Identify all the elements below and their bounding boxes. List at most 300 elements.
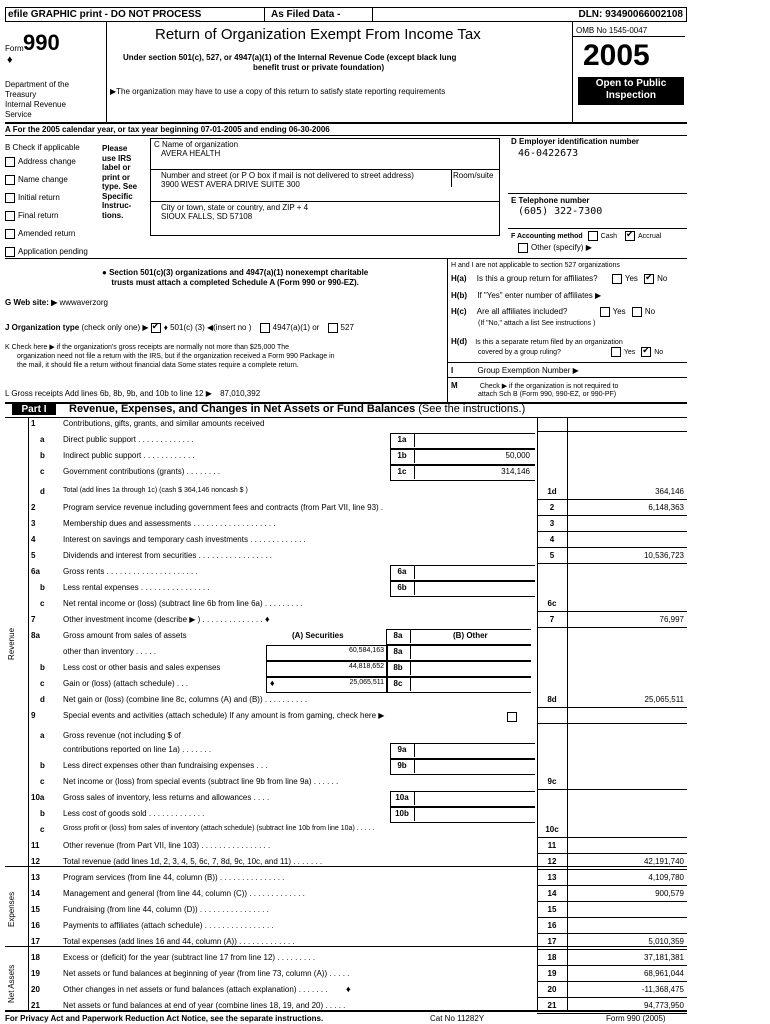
part1-see: (See the instructions.) [418, 403, 526, 415]
line-desc: Gross revenue (not including $ of [63, 731, 181, 740]
line-amount[interactable]: 94,773,950 [643, 1001, 684, 1010]
form-icon: ♦ [7, 54, 13, 66]
line-desc: Dividends and interest from securities . . . . . . . . . . . . . . . . . [63, 551, 272, 560]
cb-initial-return[interactable] [5, 193, 60, 203]
line-box-frame [390, 759, 535, 775]
line-rule [537, 547, 687, 548]
line-box-divider [410, 661, 411, 675]
line-desc: Less rental expenses . . . . . . . . . . . . . . . . [63, 583, 210, 592]
room-label: Room/suite [453, 171, 494, 180]
line-col-label: 2 [549, 503, 555, 512]
line-sub: a [40, 435, 45, 444]
part1-badge [12, 404, 56, 415]
line-col-label: 10c [545, 825, 559, 834]
line-box-amount[interactable]: 60,584,163 [348, 647, 384, 654]
form-subtitle-2: benefit trust or private foundation) [253, 63, 385, 72]
omb-number: OMB No 1545-0047 [576, 26, 648, 35]
section-a: A For the 2005 calendar year, or tax year beginning 07-01-2005 and ending 06-30-2006 [5, 125, 330, 134]
org-type-opt1: 501(c) (3) ◀(insert no ) [170, 323, 252, 333]
line-box-label: 1b [397, 451, 407, 460]
dept-line4: Service [5, 110, 32, 119]
line-box-divider [414, 581, 415, 595]
line-rule [537, 723, 687, 724]
m-row [451, 381, 618, 390]
filed-label: As Filed Data - [271, 9, 341, 20]
line-box-divider [410, 645, 411, 659]
org-name-label: C Name of organization [154, 140, 239, 149]
hd-row [451, 337, 623, 346]
line-col-label: 8d [547, 695, 557, 704]
cb-final-return-label: Final return [18, 211, 59, 221]
part1-title-row [69, 403, 525, 415]
cb-application-pending-label: Application pending [18, 247, 88, 257]
line-desc: Management and general (from line 44, column (C)) . . . . . . . . . . . . . [63, 889, 305, 898]
hb-label: H(b) [451, 291, 467, 300]
line-desc: Government contributions (grants) . . . . . . . . [63, 467, 220, 476]
state-note: ▶The organization may have to use a copy of this return to satisfy state reporting requirements [110, 87, 446, 96]
line-box-label: 8c [393, 679, 403, 688]
line-box-amount[interactable]: 314,146 [501, 467, 530, 476]
line-number: 4 [31, 535, 36, 544]
k-line2: organization need not file a return with the IRS, but if the organization received a Form 990 Package in [17, 353, 335, 360]
line-amount[interactable]: 6,148,363 [648, 503, 684, 512]
line-sub: c [40, 599, 45, 608]
line-amount[interactable]: 42,191,740 [643, 857, 684, 866]
line-desc: Direct public support . . . . . . . . . . . . . [63, 435, 194, 444]
h-note: H and I are not applicable to section 527 organizations [451, 262, 620, 269]
notice-bullet: ● [102, 268, 110, 277]
org-type-527-checkbox[interactable] [328, 323, 338, 333]
ha-label: H(a) [451, 274, 467, 284]
hd-yes: Yes [623, 348, 636, 356]
line-sub: c [40, 777, 45, 786]
explanation-icon: ♦ [346, 984, 351, 994]
line-box-label: 1c [397, 467, 407, 476]
part1-title: Revenue, Expenses, and Changes in Net Assets or Fund Balances [69, 403, 416, 415]
ha-row [451, 274, 667, 284]
efile-label: efile GRAPHIC print - DO NOT PROCESS [8, 9, 202, 20]
i-text: Group Exemption Number [477, 366, 571, 375]
line-sub: b [40, 761, 45, 770]
cb-amended-return-label: Amended return [18, 229, 76, 239]
line-box-label: 10b [395, 809, 409, 818]
notice-line2: trusts must attach a completed Schedule A (Form 990 or 990-EZ). [111, 278, 359, 287]
please-7: Instruc- [102, 201, 132, 210]
line-number: 6a [31, 567, 40, 576]
line-number: 10a [31, 793, 45, 802]
ein-label: D Employer identification number [511, 137, 640, 146]
line-col-label: 4 [549, 535, 555, 544]
line-sub: b [40, 451, 45, 460]
line-desc: Membership dues and assessments . . . . . . . . . . . . . . . . . . . [63, 519, 276, 528]
org-street[interactable]: 3900 WEST AVERA DRIVE SUITE 300 [161, 180, 300, 189]
line-box-frame [390, 433, 535, 449]
line-desc: Program service revenue including government fees and contracts (from Part VII, line 93) . [63, 503, 384, 512]
line-box-frame [386, 677, 531, 693]
org-box [150, 138, 500, 236]
org-name[interactable]: AVERA HEALTH [161, 149, 221, 158]
line-rule [537, 707, 687, 708]
please-8: tions. [102, 210, 124, 220]
line-amount[interactable]: 10,536,723 [643, 551, 684, 560]
please-5: type. See [102, 182, 138, 191]
org-type-label: J Organization type [5, 323, 80, 333]
line-rule [537, 997, 687, 998]
open-line2: Inspection [605, 90, 656, 101]
org-type-icon: ♦ [163, 323, 171, 333]
line-col-label: 19 [547, 969, 557, 978]
line-box-frame [386, 645, 531, 661]
line-col-label: 17 [547, 937, 557, 946]
line-box-frame [390, 807, 535, 823]
gaming-checkbox[interactable] [507, 712, 517, 722]
revenue-side-label: Revenue [7, 627, 16, 660]
line-sub: d [40, 487, 45, 496]
line-rule [537, 563, 687, 564]
line-desc: Excess or (deficit) for the year (subtract line 17 from line 12) . . . . . . . . . [63, 953, 316, 962]
accounting-method [511, 231, 661, 241]
line-number: 15 [31, 905, 40, 914]
hc-no-checkbox[interactable] [632, 307, 642, 317]
line-col-label: 20 [547, 985, 557, 994]
please-3: label or [102, 163, 131, 172]
cb-final-return[interactable] [5, 211, 58, 221]
securities-cell [266, 677, 388, 693]
line-col-label: 14 [547, 889, 557, 898]
line-rule [537, 515, 687, 516]
line-rule [537, 853, 687, 854]
org-city[interactable]: SIOUX FALLS, SD 57108 [161, 212, 253, 221]
line-col-label: 18 [547, 953, 557, 962]
net-assets-side-label: Net Assets [7, 964, 16, 1003]
cb-address-change[interactable] [5, 157, 76, 167]
line-amount[interactable]: 364,146 [655, 487, 684, 496]
line-number: 1 [31, 419, 36, 428]
line-number: 18 [31, 953, 40, 962]
line-desc: contributions reported on line 1a) . . . . . . . [63, 745, 212, 754]
line-box-frame [390, 791, 535, 807]
other-label: Other (specify) [531, 243, 584, 253]
form-subtitle-1: Under section 501(c), 527, or 4947(a)(1) of the Internal Revenue Code (except black lung [123, 53, 457, 62]
line-col-label: 7 [549, 615, 555, 624]
line-box-amount[interactable]: 25,065,511 [349, 679, 384, 686]
line-box-amount[interactable]: 44,818,652 [348, 663, 384, 670]
gross-receipts-value[interactable]: 87,010,392 [220, 389, 261, 398]
m-text2: attach Sch B (Form 990, 990-EZ, or 990-PF) [478, 391, 617, 398]
street-label: Number and street (or P O box if mail is not delivered to street address) [161, 171, 414, 180]
line-sub: b [40, 809, 45, 818]
line-desc: Net assets or fund balances at beginning of year (from line 73, column (A)) . . . . . [63, 969, 350, 978]
line-desc: Less direct expenses other than fundraising expenses . . . [63, 761, 268, 770]
line-amount[interactable]: 4,109,780 [648, 873, 684, 882]
hc-note: (If "No," attach a list See instructions ) [478, 320, 596, 327]
line-desc: Fundraising (from line 44, column (D)) . . . . . . . . . . . . . . . . [63, 905, 269, 914]
org-type-row [5, 323, 354, 333]
line-box-divider [410, 629, 411, 643]
line-desc: Net gain or (loss) (combine line 8c, columns (A) and (B)) . . . . . . . . . . [63, 695, 308, 704]
form-footer: Form 990 (2005) [606, 1014, 666, 1023]
line-desc: Gross sales of inventory, less returns and allowances . . . . [63, 793, 270, 802]
line-desc: other than inventory . . . . . [63, 647, 156, 656]
line-desc: Total (add lines 1a through 1c) (cash $ 364,146 noncash $ ) [63, 487, 248, 494]
line-col-label: 21 [547, 1001, 557, 1010]
form-title: Return of Organization Exempt From Income Tax [155, 26, 481, 43]
line-col-label: 5 [549, 551, 555, 560]
gross-receipts-text: L Gross receipts Add lines 6b, 8b, 9b, and 10b to line 12 ▶ [5, 389, 212, 398]
m-label: M [451, 381, 458, 390]
line-col-label: 12 [547, 857, 557, 866]
ha-yes: Yes [624, 274, 638, 284]
line-col-label: 15 [547, 905, 557, 914]
line-box-divider [414, 565, 415, 579]
cat-number: Cat No 11282Y [430, 1014, 485, 1023]
line-rule [537, 627, 687, 628]
line-number: 14 [31, 889, 40, 898]
hb-row: H(b) If "Yes" enter number of affiliates ▶ [451, 291, 602, 300]
open-to-public-box [578, 77, 684, 105]
line-sub: d [40, 695, 45, 704]
accrual-checkbox[interactable] [625, 231, 635, 241]
line-desc: Gross rents . . . . . . . . . . . . . . . . . . . . . [63, 567, 198, 576]
hd-no: No [654, 348, 664, 356]
line-box-divider [414, 743, 415, 757]
hc-no: No [644, 307, 656, 317]
line-box-divider [414, 759, 415, 773]
line-rule [537, 789, 687, 790]
k-line3: the mail, it should file a return without financial data Some states require a complete return. [17, 362, 299, 369]
line-box-label: 1a [397, 435, 407, 444]
line-number: 20 [31, 985, 40, 994]
line-box-divider [414, 791, 415, 805]
line-number: 9 [31, 711, 36, 720]
line-amount[interactable]: 900,579 [655, 889, 684, 898]
org-type-501c-checkbox[interactable] [151, 323, 161, 333]
line-number: 19 [31, 969, 40, 978]
hd-yes-checkbox[interactable] [611, 347, 621, 357]
line-desc: Net rental income or (loss) (subtract line 6b from line 6a) . . . . . . . . . [63, 599, 303, 608]
line-box-label: 9a [397, 745, 407, 754]
line-desc: Net assets or fund balances at end of year (combine lines 18, 19, and 20) . . . . . [63, 1001, 346, 1010]
i-row: I Group Exemption Number ▶ [451, 366, 579, 375]
line-box-label: 6a [397, 567, 407, 576]
k-line1: K Check here ▶ if the organization's gross receipts are normally not more than $25,000 The [5, 344, 290, 351]
cb-name-change-label: Name change [18, 175, 68, 185]
line-number: 13 [31, 873, 40, 882]
line-rule [537, 837, 687, 838]
hc-label: H(c) [451, 307, 467, 317]
k-block [5, 343, 335, 370]
hd-no-checkbox[interactable] [641, 347, 651, 357]
cb-amended-return[interactable] [5, 229, 75, 239]
line-sub: a [40, 731, 45, 740]
line-number: 3 [31, 519, 36, 528]
attach-icon: ♦ [270, 678, 275, 688]
state-note-text: The organization may have to use a copy of this return to satisfy state reporting requirements [116, 87, 446, 96]
line-sub: c [40, 825, 45, 834]
line-desc: Gain or (loss) (attach schedule) . . . [63, 679, 188, 688]
line-desc: Less cost or other basis and sales expenses [63, 663, 221, 672]
line-desc: Special events and activities (attach schedule) If any amount is from gaming, check here ▶ [63, 711, 385, 720]
line-box-frame [390, 743, 535, 759]
website-value[interactable]: wwwaverzorg [59, 298, 108, 307]
line-col-label: 16 [547, 921, 557, 930]
line-rule [537, 531, 687, 532]
line-number: 5 [31, 551, 36, 560]
line-box-frame [390, 565, 535, 581]
cb-address-change-label: Address change [18, 157, 76, 167]
hc-yes-checkbox[interactable] [600, 307, 610, 317]
ha-no-checkbox[interactable] [644, 274, 654, 284]
line-box-label: 8a [393, 647, 403, 656]
cb-application-pending[interactable] [5, 247, 88, 257]
line-number: 21 [31, 1001, 40, 1010]
ha-text: Is this a group return for affiliates? [476, 274, 598, 284]
gross-receipts-row [5, 389, 260, 398]
line-sub: b [40, 663, 45, 672]
cash-checkbox[interactable] [588, 231, 598, 241]
ha-no: No [657, 274, 668, 284]
line-rule [537, 901, 687, 902]
hd-text1: Is this a separate return filed by an organization [475, 339, 623, 346]
line-number: 8a [31, 631, 40, 640]
privacy-notice: For Privacy Act and Paperwork Reduction Act Notice, see the separate instructions. [5, 1014, 324, 1023]
line-desc: Total expenses (add lines 16 and 44, column (A)) . . . . . . . . . . . . . [63, 937, 295, 946]
other-checkbox[interactable] [518, 243, 528, 253]
line-sub: c [40, 679, 45, 688]
org-type-4947-checkbox[interactable] [260, 323, 270, 333]
schedule-a-notice [102, 268, 368, 288]
cb-initial-return-label: Initial return [18, 193, 60, 203]
please-2: use IRS [102, 153, 132, 163]
cash-label: Cash [600, 232, 617, 240]
tax-year: 2005 [583, 39, 650, 72]
line-desc: Net income or (loss) from special events (subtract line 9b from line 9a) . . . . . . [63, 777, 339, 786]
open-line1: Open to Public [595, 78, 667, 89]
line-desc: Other changes in net assets or fund balances (attach explanation) . . . . . . . [63, 985, 328, 994]
line-box-amount[interactable]: 50,000 [505, 451, 530, 460]
describe-icon: ♦ [265, 614, 270, 624]
line-box-divider [414, 465, 415, 479]
hc-text: Are all affiliates included? [476, 307, 568, 317]
line-col-label: 13 [547, 873, 557, 882]
org-type-opt3: 527 [340, 323, 354, 333]
please-4: print or [102, 172, 130, 182]
line-box-label: 10a [395, 793, 409, 802]
notice-line1: Section 501(c)(3) organizations and 4947(a)(1) nonexempt charitable [109, 268, 369, 277]
accrual-label: Accrual [637, 232, 662, 240]
hd-text2: covered by a group ruling? [478, 348, 561, 356]
form-header [5, 22, 685, 122]
ha-yes-checkbox[interactable] [612, 274, 622, 284]
line-desc: Payments to affiliates (attach schedule) . . . . . . . . . . . . . . . . [63, 921, 274, 930]
line-box-label: 6b [397, 583, 407, 592]
i-label: I [451, 366, 454, 375]
dept-line3: Internal Revenue [5, 100, 66, 109]
line-number: 2 [31, 503, 36, 512]
line-amount[interactable]: 25,065,511 [644, 695, 684, 704]
form-number: 990 [23, 30, 60, 55]
line-col-label: 6c [547, 599, 557, 608]
line-amount[interactable]: 37,181,381 [643, 953, 684, 962]
cb-name-change[interactable] [5, 175, 68, 185]
org-type-rest: (check only one) ▶ [81, 323, 149, 333]
line-box-divider [414, 433, 415, 447]
please-box [100, 138, 152, 240]
line-number: 11 [31, 841, 40, 850]
line-box-label: 8b [393, 663, 403, 672]
line-box-frame [386, 661, 531, 677]
website-row [5, 298, 108, 307]
part1-badge-text: Part I [21, 404, 47, 415]
phone-value[interactable]: (605) 322-7300 [518, 206, 603, 217]
line-amount[interactable]: 5,010,359 [648, 937, 684, 946]
line-box-frame [390, 581, 535, 597]
securities-cell [266, 661, 388, 677]
line-rule [537, 933, 687, 934]
hb-text: If "Yes" enter number of affiliates [477, 291, 593, 300]
hd-row2 [478, 347, 663, 357]
city-label: City or town, state or country, and ZIP + 4 [161, 203, 309, 212]
line-rule [537, 917, 687, 918]
line-col-label: 1d [547, 487, 557, 496]
line-desc: Indirect public support . . . . . . . . . . . . [63, 451, 195, 460]
section-b-label: B Check if applicable [5, 143, 80, 152]
line-number: 16 [31, 921, 40, 930]
line-box-label: 8a [393, 631, 403, 640]
line-col-label: 3 [549, 519, 555, 528]
line-desc: Gross profit or (loss) from sales of inventory (attach schedule) (subtract line 10b from line 10a) . . . . . [63, 825, 375, 832]
line-number: 17 [31, 937, 40, 946]
line-amount[interactable]: 68,961,044 [643, 969, 684, 978]
org-type-opt2: 4947(a)(1) or [272, 323, 320, 333]
line-desc: Program services (from line 44, column (B)) . . . . . . . . . . . . . . . [63, 873, 285, 882]
dept-line2: Treasury [5, 90, 37, 99]
line-desc: Contributions, gifts, grants, and similar amounts received [63, 419, 265, 428]
phone-label: E Telephone number [511, 196, 590, 205]
securities-cell [266, 645, 388, 661]
line-box-divider [410, 677, 411, 691]
line-desc: Interest on savings and temporary cash investments . . . . . . . . . . . . . [63, 535, 306, 544]
dln-label: DLN: 93490066002108 [578, 9, 683, 20]
line-rule [537, 869, 687, 870]
line-number: 12 [31, 857, 40, 866]
line-rule [537, 431, 687, 432]
ein-value[interactable]: 46-0422673 [518, 148, 579, 159]
expenses-side-label: Expenses [7, 891, 16, 927]
line-desc: Less cost of goods sold . . . . . . . . . . . . . [63, 809, 205, 818]
col-a-header: (A) Securities [292, 631, 344, 640]
line-box-label: 9b [397, 761, 407, 770]
line-number: 7 [31, 615, 36, 624]
line-sub: b [40, 583, 45, 592]
col-b-header: (B) Other [453, 631, 488, 640]
line-rule [537, 949, 687, 950]
line-box-divider [414, 807, 415, 821]
line-desc: Other investment income (describe ▶ ) . . . . . . . . . . . . . . [63, 615, 263, 624]
line-amount[interactable]: -11,368,475 [641, 985, 684, 994]
line-sub: c [40, 467, 45, 476]
hc-yes: Yes [612, 307, 626, 317]
m-text1: Check ▶ if the organization is not required to [479, 383, 619, 390]
line-amount[interactable]: 76,997 [659, 615, 684, 624]
please-1: Please [102, 144, 128, 153]
dept-line1: Department of the [5, 80, 70, 89]
line-rule [537, 965, 687, 966]
line-col-label: 11 [547, 841, 557, 850]
line-rule [537, 499, 687, 500]
line-col-label: 9c [547, 777, 557, 786]
line-rule [537, 885, 687, 886]
